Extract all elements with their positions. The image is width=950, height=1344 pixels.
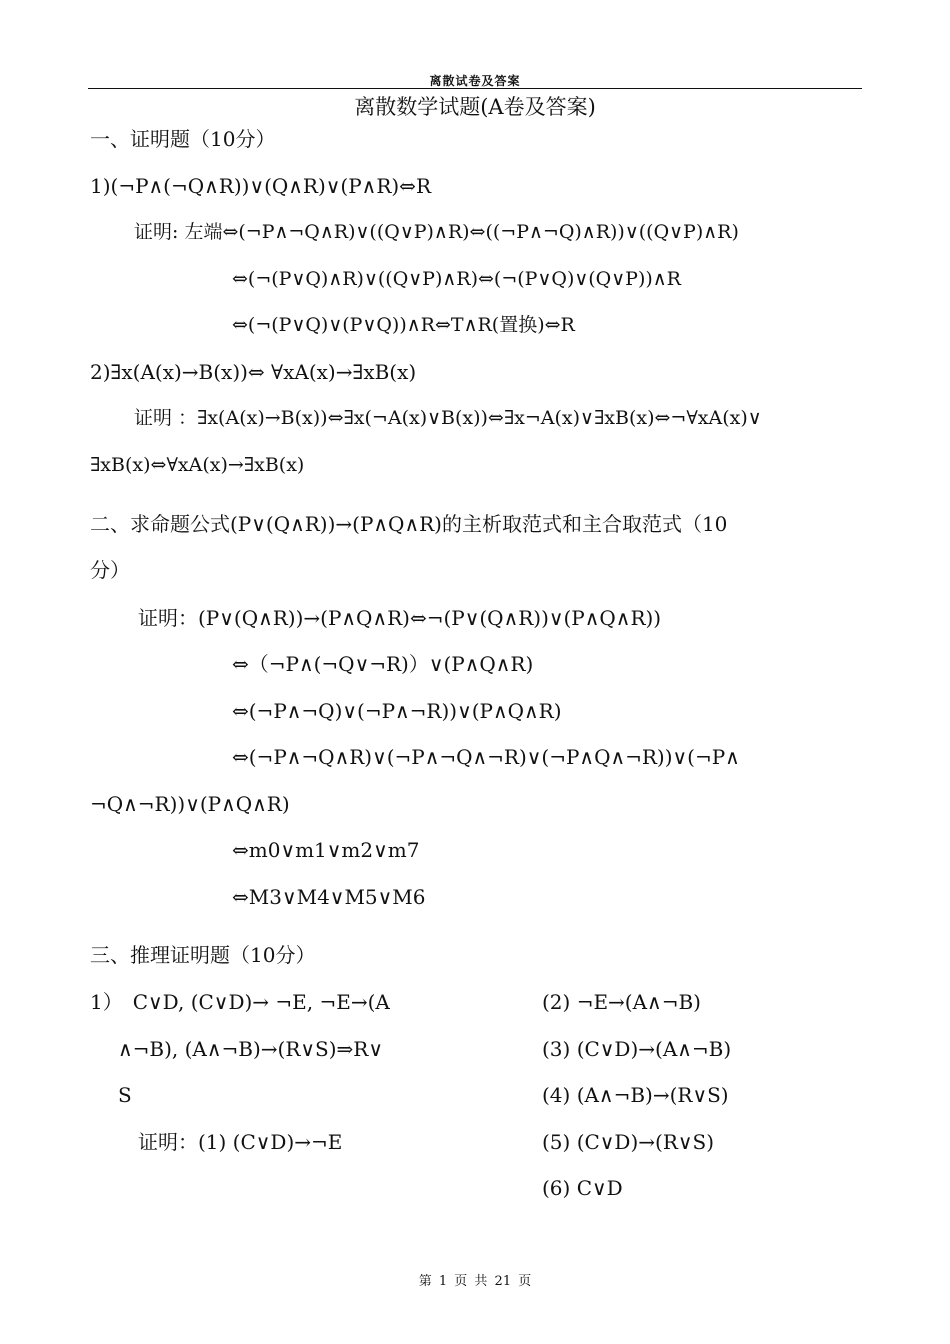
section1-q1-proof-line1: 证明: 左端⇔(¬P∧¬Q∧R)∨((Q∨P)∧R)⇔((¬P∧¬Q)∧R))∨((Q∨P)∧R) bbox=[134, 221, 739, 243]
section2-proof-line1: 证明：(P∨(Q∧R))→(P∧Q∧R)⇔¬(P∨(Q∧R))∨(P∧Q∧R)) bbox=[138, 606, 662, 630]
section1-q2-proof-line1: 证明 ：∃x(A(x)→B(x))⇔∃x(¬A(x)∨B(x))⇔∃x¬A(x)∨∃xB(x)⇔¬∀xA(x)∨ bbox=[134, 407, 762, 429]
section2-proof-line4: ⇔(¬P∧¬Q∧R)∨(¬P∧¬Q∧¬R)∨(¬P∧Q∧¬R))∨(¬P∧ bbox=[232, 745, 740, 769]
section3-proof-step-1: 证明：(1) (C∨D)→¬E bbox=[138, 1130, 343, 1154]
section3-proof-step-2: (2) ¬E→(A∧¬B) bbox=[542, 990, 701, 1014]
section2-proof-line2: ⇔（¬P∧(¬Q∨¬R)）∨(P∧Q∧R) bbox=[232, 652, 534, 676]
section1-q1-statement: 1)(¬P∧(¬Q∧R))∨(Q∧R)∨(P∧R)⇔R bbox=[90, 174, 431, 198]
section3-proof-step-4: (4) (A∧¬B)→(R∨S) bbox=[542, 1083, 729, 1107]
section1-q2-statement: 2)∃x(A(x)→B(x))⇔ ∀xA(x)→∃xB(x) bbox=[90, 360, 417, 384]
section3-proof-step-5: (5) (C∨D)→(R∨S) bbox=[542, 1130, 715, 1154]
section3-q1-line2: ∧¬B), (A∧¬B)→(R∨S)⇒R∨ bbox=[118, 1037, 383, 1061]
running-header: 离散试卷及答案 bbox=[429, 74, 521, 88]
document-title: 离散数学试题(A卷及答案) bbox=[354, 95, 596, 119]
header-rule bbox=[88, 88, 862, 89]
section2-proof-line5: ¬Q∧¬R))∨(P∧Q∧R) bbox=[90, 792, 290, 816]
section1-q1-proof-line2: ⇔(¬(P∨Q)∧R)∨((Q∨P)∧R)⇔(¬(P∨Q)∨(Q∨P))∧R bbox=[232, 268, 681, 290]
section3-q1-line3: S bbox=[118, 1083, 132, 1107]
section2-heading-line2: 分） bbox=[90, 558, 130, 582]
section1-q1-proof-line3: ⇔(¬(P∨Q)∨(P∨Q))∧R⇔T∧R(置换)⇔R bbox=[232, 314, 575, 336]
section3-proof-step-3: (3) (C∨D)→(A∧¬B) bbox=[542, 1037, 732, 1061]
section3-heading: 三、推理证明题（10分） bbox=[90, 943, 316, 967]
section2-proof-line7: ⇔M3∨M4∨M5∨M6 bbox=[232, 885, 426, 909]
page-number: 第 1 页 共 21 页 bbox=[418, 1274, 532, 1289]
section1-q2-proof-line2: ∃xB(x)⇔∀xA(x)→∃xB(x) bbox=[90, 454, 305, 476]
section1-heading: 一、证明题（10分） bbox=[90, 127, 276, 151]
section2-proof-line6: ⇔m0∨m1∨m2∨m7 bbox=[232, 838, 420, 862]
section3-proof-step-6: (6) C∨D bbox=[542, 1176, 623, 1200]
section3-q1-line1: 1） C∨D, (C∨D)→ ¬E, ¬E→(A bbox=[90, 990, 390, 1014]
section2-proof-line3: ⇔(¬P∧¬Q)∨(¬P∧¬R))∨(P∧Q∧R) bbox=[232, 699, 562, 723]
section2-heading-line1: 二、求命题公式(P∨(Q∧R))→(P∧Q∧R)的主析取范式和主合取范式（10 bbox=[90, 512, 728, 536]
